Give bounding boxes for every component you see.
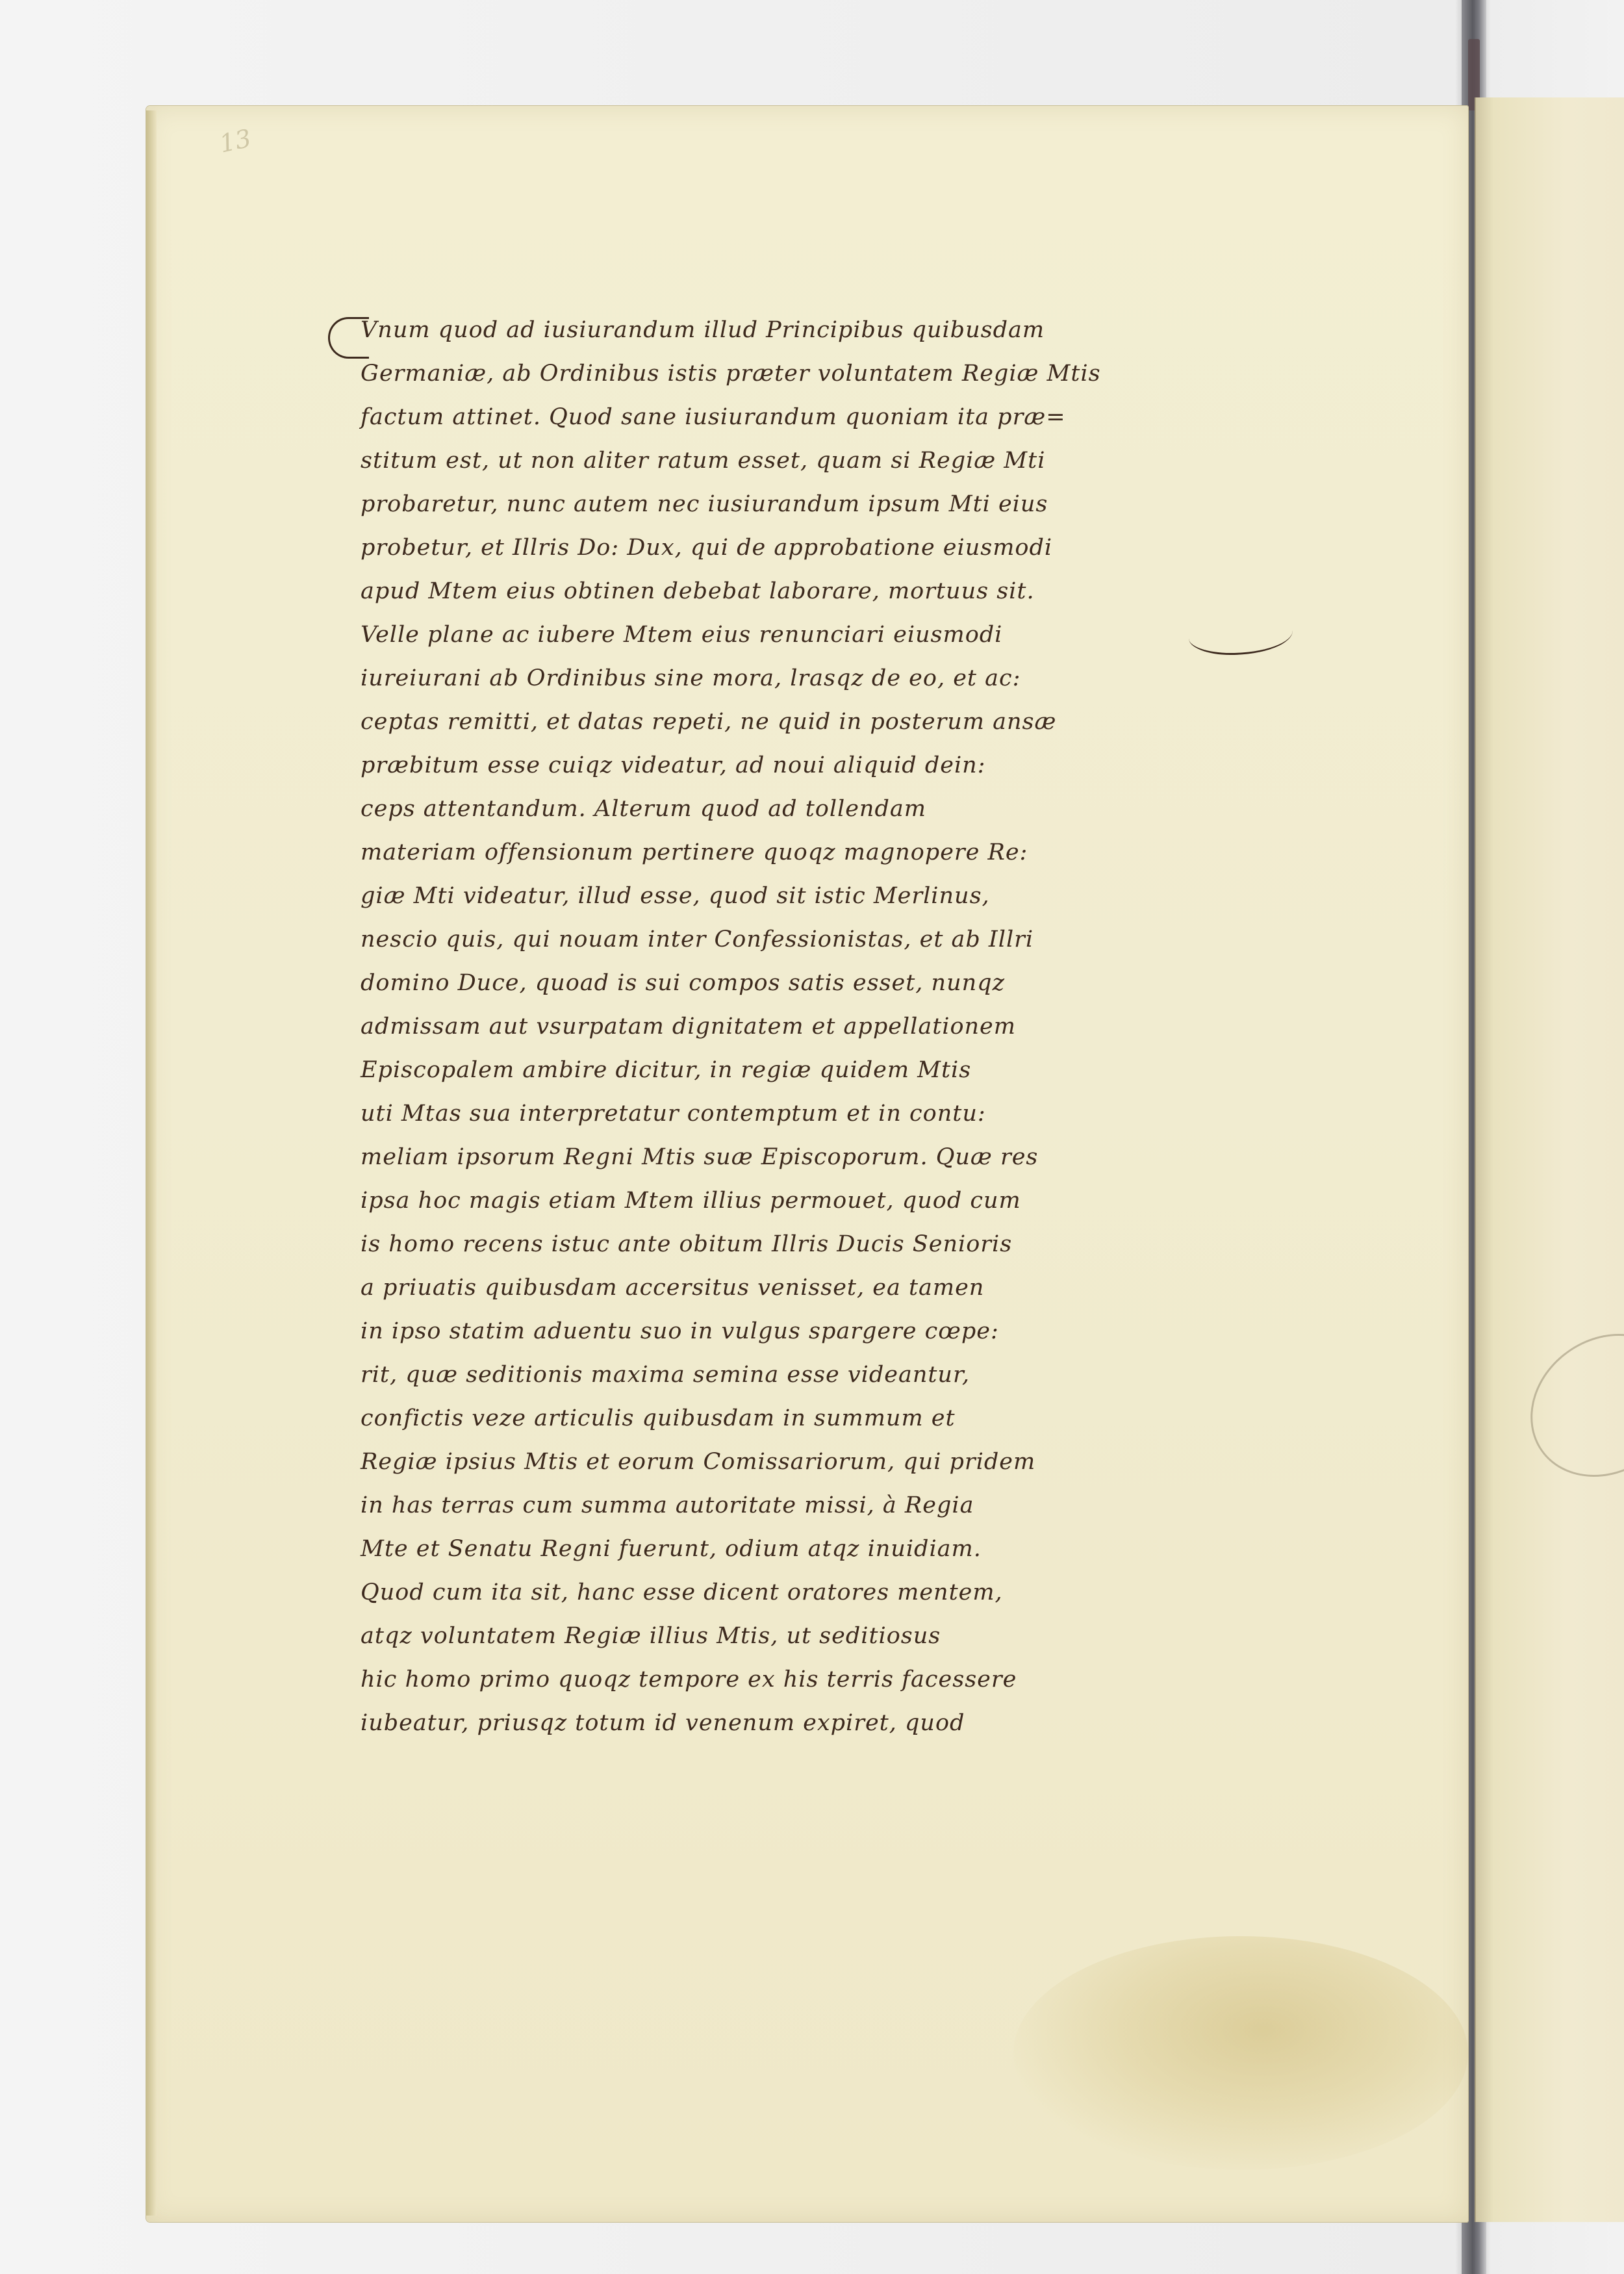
manuscript-line: is homo recens istuc ante obitum Illris Ducis Senioris [361,1231,1013,1257]
manuscript-text-block [361,309,1322,1745]
manuscript-line: Episcopalem ambire dicitur, in regiæ quidem Mtis [361,1057,972,1083]
manuscript-line: Vnum quod ad iusiurandum illud Principibus quibusdam [361,317,1045,343]
manuscript-line: materiam offensionum pertinere quoqz magnopere Re: [361,839,1028,865]
manuscript-line: præbitum esse cuiqz videatur, ad noui aliquid dein: [361,752,986,778]
manuscript-line: uti Mtas sua interpretatur contemptum et in contu: [361,1101,986,1127]
manuscript-line: a priuatis quibusdam accersitus venisset, ea tamen [361,1275,985,1301]
manuscript-line: iubeatur, priusqz totum id venenum expiret, quod [361,1710,965,1736]
manuscript-line: probaretur, nunc autem nec iusiurandum ipsum Mti eius [361,491,1048,517]
manuscript-line: stitum est, ut non aliter ratum esset, quam si Regiæ Mti [361,448,1046,474]
manuscript-line: Quod cum ita sit, hanc esse dicent oratores mentem, [361,1579,1003,1605]
manuscript-line: in has terras cum summa autoritate missi, à Regia [361,1492,974,1518]
manuscript-line: meliam ipsorum Regni Mtis suæ Episcoporum. Quæ res [361,1144,1039,1170]
page-left-edge [146,110,157,2216]
manuscript-line: atqz voluntatem Regiæ illius Mtis, ut seditiosus [361,1623,941,1649]
facing-page-edge [1475,97,1624,2222]
manuscript-line: confictis veze articulis quibusdam in summum et [361,1405,956,1431]
manuscript-line: in ipso statim aduentu suo in vulgus spargere cœpe: [361,1318,999,1344]
manuscript-line: iureiurani ab Ordinibus sine mora, lrasqz de eo, et ac: [361,665,1021,691]
folio-number: 13 [216,123,254,159]
manuscript-line: nescio quis, qui nouam inter Confessionistas, et ab Illri [361,926,1034,952]
water-stain [1013,1936,1468,2170]
manuscript-line: Regiæ ipsius Mtis et eorum Comissariorum, qui pridem [361,1449,1036,1475]
manuscript-line: domino Duce, quoad is sui compos satis esset, nunqz [361,970,1006,996]
manuscript-line: ipsa hoc magis etiam Mtem illius permouet, quod cum [361,1188,1021,1214]
manuscript-line: rit, quæ seditionis maxima semina esse videantur, [361,1362,970,1388]
manuscript-line: factum attinet. Quod sane iusiurandum quoniam ita præ= [361,404,1066,430]
manuscript-line: probetur, et Illris Do: Dux, qui de approbatione eiusmodi [361,535,1053,561]
manuscript-line: giæ Mti videatur, illud esse, quod sit istic Merlinus, [361,883,990,909]
manuscript-line: Mte et Senatu Regni fuerunt, odium atqz inuidiam. [361,1536,982,1562]
manuscript-line: ceptas remitti, et datas repeti, ne quid in posterum ansæ [361,709,1057,735]
manuscript-line: hic homo primo quoqz tempore ex his terris facessere [361,1667,1017,1693]
manuscript-line: admissam aut vsurpatam dignitatem et appellationem [361,1014,1016,1040]
manuscript-line: ceps attentandum. Alterum quod ad tollendam [361,796,926,822]
manuscript-line: Germaniæ, ab Ordinibus istis præter voluntatem Regiæ Mtis [361,361,1101,387]
manuscript-line: Velle plane ac iubere Mtem eius renunciari eiusmodi [361,622,1003,648]
manuscript-line: apud Mtem eius obtinen debebat laborare, mortuus sit. [361,578,1035,604]
